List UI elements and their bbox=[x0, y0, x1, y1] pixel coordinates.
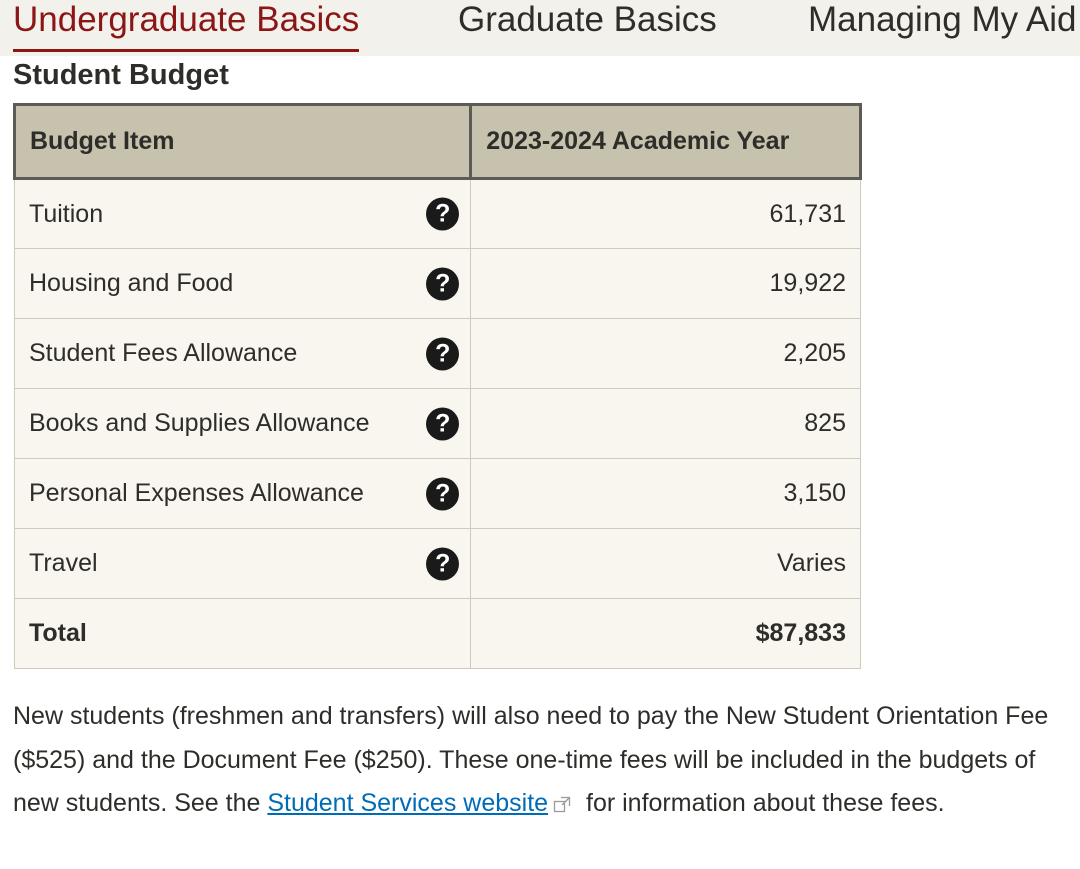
table-row bbox=[15, 389, 861, 459]
tab-undergraduate-basics[interactable]: Undergraduate Basics bbox=[13, 0, 359, 56]
budget-item-label: Student Fees Allowance bbox=[29, 339, 298, 367]
budget-value: 825 bbox=[471, 389, 861, 459]
question-circle-icon[interactable]: ? bbox=[426, 547, 459, 580]
budget-item-label: Books and Supplies Allowance bbox=[29, 409, 370, 437]
budget-value: Varies bbox=[471, 529, 861, 599]
new-student-fees-note bbox=[13, 695, 1078, 826]
student-services-link[interactable]: Student Services website bbox=[267, 789, 549, 817]
budget-value: 61,731 bbox=[471, 179, 861, 249]
section-title: Student Budget bbox=[13, 59, 229, 91]
budget-value: 19,922 bbox=[471, 249, 861, 319]
column-header-budget-item: Budget Item bbox=[15, 105, 471, 179]
table-row bbox=[15, 179, 861, 249]
budget-item-label: Travel bbox=[29, 549, 98, 577]
table-row bbox=[15, 319, 861, 389]
tab-managing-my-aid[interactable]: Managing My Aid bbox=[808, 0, 1077, 39]
budget-item-label: Personal Expenses Allowance bbox=[29, 479, 364, 507]
question-circle-icon[interactable]: ? bbox=[426, 198, 459, 231]
budget-item-cell bbox=[15, 179, 471, 249]
budget-item-label: Housing and Food bbox=[29, 269, 234, 297]
external-link-icon bbox=[553, 794, 573, 814]
budget-item-cell bbox=[15, 389, 471, 459]
budget-item-label: Tuition bbox=[29, 199, 104, 228]
total-label: Total bbox=[15, 599, 471, 669]
column-header-academic-year: 2023-2024 Academic Year bbox=[471, 105, 861, 179]
budget-item-cell bbox=[15, 249, 471, 319]
table-row bbox=[15, 529, 861, 599]
question-circle-icon[interactable]: ? bbox=[426, 267, 459, 300]
note-text-after: for information about these fees. bbox=[579, 789, 945, 817]
budget-value: 2,205 bbox=[471, 319, 861, 389]
table-row bbox=[15, 459, 861, 529]
table-header-row bbox=[15, 105, 861, 179]
tab-bar bbox=[0, 0, 1080, 56]
question-circle-icon[interactable]: ? bbox=[426, 477, 459, 510]
table-row bbox=[15, 249, 861, 319]
question-circle-icon[interactable]: ? bbox=[426, 337, 459, 370]
budget-item-cell bbox=[15, 459, 471, 529]
budget-value: 3,150 bbox=[471, 459, 861, 529]
total-value: $87,833 bbox=[471, 599, 861, 669]
note-text-before: New students (freshmen and transfers) will also need to pay the New Student Orientation Fee ($525) and the Document Fee ($250). These one-time fees will be included in the budgets of new students. See the bbox=[13, 702, 1049, 817]
budget-item-cell bbox=[15, 529, 471, 599]
table-row-total bbox=[15, 599, 861, 669]
tab-graduate-basics[interactable]: Graduate Basics bbox=[458, 0, 717, 39]
budget-item-cell bbox=[15, 319, 471, 389]
budget-table bbox=[13, 103, 862, 669]
question-circle-icon[interactable]: ? bbox=[426, 407, 459, 440]
